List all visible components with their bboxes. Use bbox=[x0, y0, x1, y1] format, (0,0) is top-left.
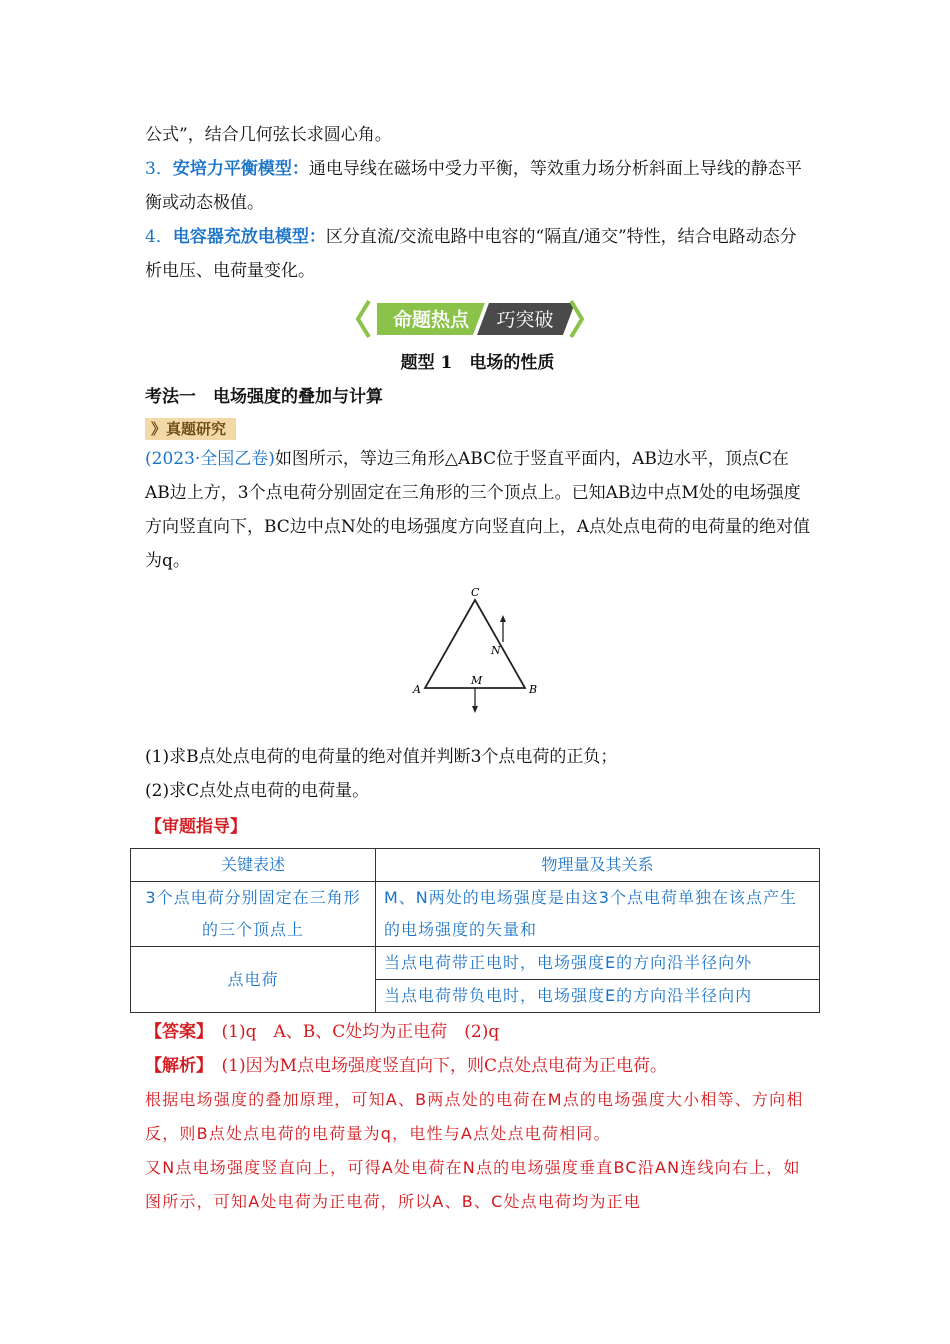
arrowhead-up-icon bbox=[500, 615, 506, 622]
table-row bbox=[131, 882, 820, 947]
item-title: 安培力平衡模型： bbox=[172, 159, 309, 179]
item-number: 3． bbox=[145, 159, 173, 179]
banner-left-text: 命题热点 bbox=[392, 309, 470, 331]
label-n: N bbox=[491, 644, 501, 657]
analysis-line bbox=[145, 1049, 810, 1083]
sub-question-1: (1)求B点处点电荷的电荷量的绝对值并判断3个点电荷的正负； bbox=[145, 747, 618, 767]
analysis-paragraph: 根据电场强度的叠加原理，可知A、B两点处的电荷在M点的电场强度大小相等、方向相反，则B点处点电荷的电荷量为q，电性与A点处点电荷相同。 bbox=[145, 1090, 804, 1143]
banner-right-text: 巧突破 bbox=[496, 309, 554, 331]
sub-question-2: (2)求C点处点电荷的电荷量。 bbox=[145, 781, 370, 801]
table-cell: 当点电荷带正电时，电场强度E的方向沿半径向外 bbox=[376, 947, 820, 980]
table-cell: M、N两处的电场强度是由这3个点电荷单独在该点产生的电场强度的矢量和 bbox=[376, 882, 820, 947]
model-item-3 bbox=[145, 152, 810, 220]
question-text bbox=[145, 442, 810, 578]
answer-label: 【答案】 bbox=[145, 1022, 205, 1042]
label-a: A bbox=[413, 683, 421, 696]
arrowhead-down-icon bbox=[472, 706, 478, 713]
real-question-tag: 》真题研究 bbox=[145, 418, 236, 440]
table-header: 关键表述 bbox=[131, 849, 376, 882]
intro-line: 公式”，结合几何弦长求圆心角。 bbox=[145, 125, 392, 145]
label-b: B bbox=[529, 683, 538, 696]
label-c: C bbox=[471, 586, 480, 599]
item-text: 区分直流/交流电路中电容的“隔直/通交”特性，结合电路动态分析电压、电荷量变化。 bbox=[145, 227, 797, 281]
table-cell: 当点电荷带负电时，电场强度E的方向沿半径向内 bbox=[376, 980, 820, 1013]
item-number: 4． bbox=[145, 227, 173, 247]
model-item-4 bbox=[145, 220, 810, 288]
analysis-text: (1)因为M点电场强度竖直向下，则C点处点电荷为正电荷。 bbox=[204, 1056, 667, 1076]
answer-line bbox=[145, 1015, 810, 1049]
item-title: 电容器充放电模型： bbox=[172, 227, 326, 247]
question-body: 如图所示，等边三角形△ABC位于竖直平面内，AB边水平，顶点C在AB边上方，3个点电荷分别固定在三角形的三个顶点上。已知AB边中点M处的电场强度方向竖直向下，BC边中点N处的电场强度方向竖直向上，A点处点电荷的电荷量的绝对值为q。 bbox=[145, 449, 810, 571]
guide-title: 【审题指导】 bbox=[145, 817, 247, 837]
table-cell: 点电荷 bbox=[131, 947, 376, 1013]
table-header-row bbox=[131, 849, 820, 882]
label-m: M bbox=[471, 674, 483, 687]
analysis-paragraph: 又N点电场强度竖直向上，可得A处电荷在N点的电场强度垂直BC沿AN连线向右上，如图所示，可知A处电荷为正电荷，所以A、B、C处点电荷均为正电 bbox=[145, 1158, 801, 1211]
triangle-figure bbox=[145, 584, 810, 734]
analysis-label: 【解析】 bbox=[145, 1056, 205, 1076]
method-title: 考法一 电场强度的叠加与计算 bbox=[145, 387, 383, 407]
question-source: (2023·全国乙卷) bbox=[145, 449, 275, 469]
question-type-title: 题型 1 电场的性质 bbox=[400, 353, 555, 373]
table-cell: 3个点电荷分别固定在三角形的三个顶点上 bbox=[131, 882, 376, 947]
table-header: 物理量及其关系 bbox=[376, 849, 820, 882]
answer-text: (1)q A、B、C处均为正电荷 (2)q bbox=[204, 1022, 500, 1042]
item-text: 通电导线在磁场中受力平衡，等效重力场分析斜面上导线的静态平衡或动态极值。 bbox=[145, 159, 802, 213]
guide-table bbox=[130, 848, 820, 1013]
table-row bbox=[131, 947, 820, 980]
right-chevron-icon bbox=[571, 301, 582, 337]
hot-topic-banner bbox=[145, 294, 810, 346]
left-chevron-icon bbox=[358, 301, 369, 337]
document-page bbox=[145, 118, 810, 1219]
